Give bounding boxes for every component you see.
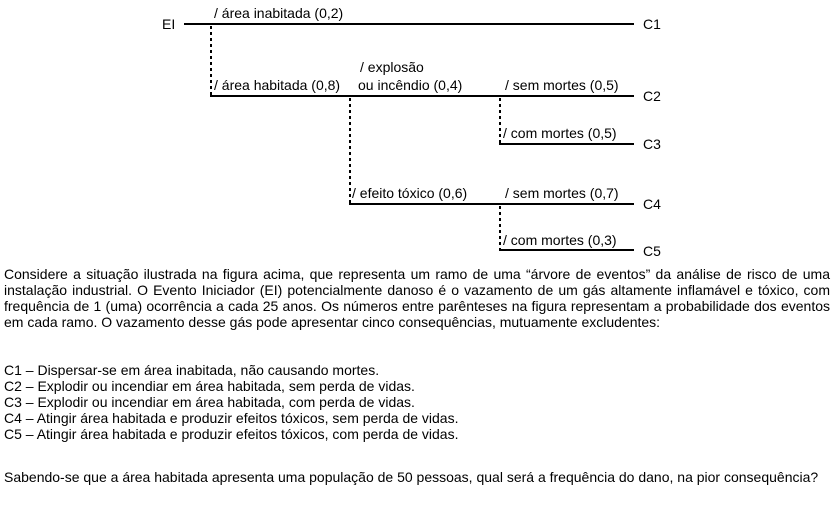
question-paragraph: Sabendo-se que a área habitada apresenta uma população de 50 pessoas, qual será a frequência do dano, na pior consequência?	[4, 469, 819, 485]
branch-toxic-label: / efeito tóxico (0,6)	[352, 185, 468, 201]
consequence-item: C4 – Atingir área habitada e produzir efeitos tóxicos, sem perda de vidas.	[4, 410, 459, 426]
outcome-c4: C4	[643, 196, 661, 212]
branch-exp-deaths-label: / com mortes (0,5)	[503, 125, 617, 141]
branch-explosion-label-1: / explosão	[360, 59, 424, 75]
intro-paragraph: Considere a situação ilustrada na figura acima, que representa um ramo de uma “árvore de eventos” da análise de risco de uma instalação industrial. O Evento Iniciador (EI) potencialmente danoso é o vazamento de um gás altamente inflamável e tóxico, com frequência de 1 (uma) ocorrência a cada 25 anos. Os números entre parênteses na figura representam a probabilidade dos eventos em cada ramo. O vazamento desse gás pode apresentar cinco consequências, mutuamente excludentes:	[4, 266, 830, 330]
initiator-label: EI	[162, 16, 176, 32]
outcome-c2: C2	[643, 88, 661, 104]
branch-exp-no-deaths-label: / sem mortes (0,5)	[505, 77, 619, 93]
branch-explosion-label-2: ou incêndio (0,4)	[358, 77, 463, 93]
branch-tox-deaths-label: / com mortes (0,3)	[503, 232, 617, 248]
outcome-c3: C3	[643, 136, 661, 152]
consequence-item: C5 – Atingir área habitada e produzir efeitos tóxicos, com perda de vidas.	[4, 426, 459, 442]
branch-inhabited-label: / área habitada (0,8)	[214, 77, 341, 93]
outcome-c1: C1	[643, 16, 661, 32]
consequence-item: C3 – Explodir ou incendiar em área habitada, com perda de vidas.	[4, 394, 415, 410]
branch-uninhabited-label: / área inabitada (0,2)	[214, 5, 344, 21]
consequence-list	[4, 362, 830, 442]
consequence-item: C2 – Explodir ou incendiar em área habitada, sem perda de vidas.	[4, 378, 415, 394]
outcome-c5: C5	[643, 243, 661, 259]
consequence-item: C1 – Dispersar-se em área inabitada, não causando mortes.	[4, 362, 380, 378]
branch-tox-no-deaths-label: / sem mortes (0,7)	[505, 185, 619, 201]
